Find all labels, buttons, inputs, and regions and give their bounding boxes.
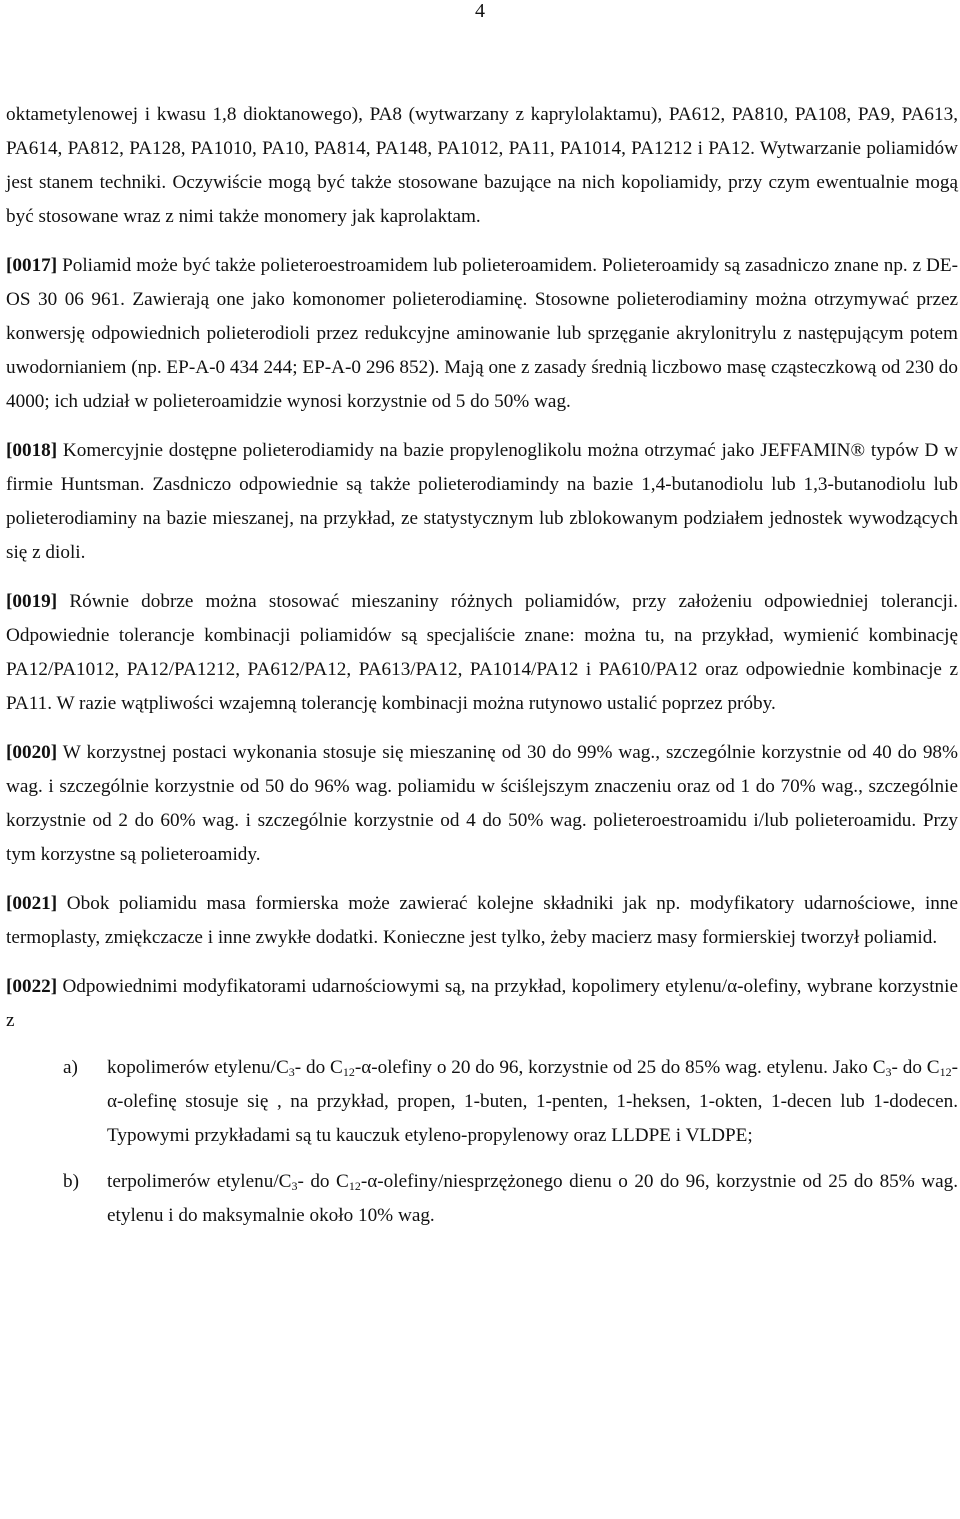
paragraph-number: [0018] (6, 440, 58, 461)
paragraph-text: Obok poliamidu masa formierska może zawierać kolejne składniki jak np. modyfikatory udarnościowe, inne termoplasty, zmiękczacze i inne zwykłe dodatki. Konieczne jest tylko, żeby macierz masy formierskiej tworzył poliamid. (6, 893, 958, 948)
paragraph (6, 736, 958, 872)
paragraph (6, 98, 958, 234)
paragraph-text: Komercyjnie dostępne polieterodiamidy na bazie propylenoglikolu można otrzymać jako JEFFAMIN® typów D w firmie Huntsman. Zasdniczo odpowiednie są także polieterodiamindy na bazie 1,4-butanodiolu lub 1,3-butanodiolu lub polieterodiaminy na bazie mieszanej, na przykład, ze statystycznym lub zblokowanym podziałem jednostek wywodzących się z dioli. (6, 440, 958, 563)
paragraph (6, 887, 958, 955)
list-item-label: a) (63, 1057, 78, 1078)
list-item-text: terpolimerów etylenu/$C_3-$ do $C_{12}-\alpha-olefiny$/niesprzężonego dienu o 20 do 96, korzystnie od 25 do 85% wag. etylenu i do maksymalnie około 10% wag. (107, 1171, 958, 1226)
paragraph-text: oktametylenowej i kwasu 1,8 dioktanowego), PA8 (wytwarzany z kaprylolaktamu), PA612, PA810, PA108, PA9, PA613, PA614, PA812, PA128, PA1010, PA10, PA814, PA148, PA1012, PA11, PA1014, PA1212 i PA12. Wytwarzanie poliamidów jest stanem techniki. Oczywiście mogą być także stosowane bazujące na nich kopoliamidy, przy czym ewentualnie mogą być stosowane wraz z nimi także monomery jak kaprolaktam. (6, 104, 958, 227)
paragraph-number: [0019] (6, 591, 58, 612)
paragraph (6, 585, 958, 721)
list-item (63, 1051, 958, 1153)
paragraph-text: Poliamid może być także polieteroestroamidem lub polieteroamidem. Polieteroamidy są zasadniczo znane np. z DE-OS 30 06 961. Zawierają one jako komonomer polieterodiaminę. Stosowne polieterodiaminy można otrzymywać przez konwersję odpowiednich polieterodioli przez redukcyjne aminowanie lub sprzęganie akrylonitrylu z następującym potem uwodornianiem (np. EP-A-0 434 244; EP-A-0 296 852). Mają one z zasady średnią liczbowo masę cząsteczkową od 230 do 4000; ich udział w polieteroamidzie wynosi korzystnie od 5 do 50% wag. (6, 255, 958, 412)
paragraph (6, 249, 958, 419)
paragraph-text: Odpowiednimi modyfikatorami udarnościowymi są, na przykład, kopolimery etylenu/α-olefiny, wybrane korzystnie z (6, 976, 958, 1031)
paragraph-number: [0021] (6, 893, 58, 914)
paragraph-text: W korzystnej postaci wykonania stosuje się mieszaninę od 30 do 99% wag., szczególnie korzystnie od 40 do 98% wag. i szczególnie korzystnie od 50 do 96% wag. poliamidu w ściślejszym znaczeniu oraz od 1 do 70% wag., szczególnie korzystnie od 2 do 60% wag. i szczególnie korzystnie od 4 do 50% wag. polieteroestroamidu i/lub polieteroamidu. Przy tym korzystne są polieteroamidy. (6, 742, 959, 865)
paragraph-number: [0017] (6, 255, 58, 276)
paragraph (6, 970, 958, 1038)
paragraph-number: [0020] (6, 742, 58, 763)
document-body (6, 98, 958, 1233)
list-item-text: kopolimerów etylenu/$C_3-$ do $C_{12}-\alpha$-olefiny o 20 do 96, korzystnie od 25 do 85% wag. etylenu. Jako $C_3-$ do $C_{12}-\alpha$-olefinę stosuje się , na przykład, propen, 1-buten, 1-penten, 1-heksen, 1-okten, 1-decen lub 1-dodecen. Typowymi przykładami są tu kauczuk etyleno-propylenowy oraz LLDPE i VLDPE; (107, 1057, 958, 1146)
modifier-list (6, 1051, 958, 1233)
list-item (63, 1165, 958, 1233)
list-item-label: b) (63, 1171, 79, 1192)
page-number: 4 (475, 0, 485, 22)
paragraph (6, 434, 958, 570)
paragraph-number: [0022] (6, 976, 58, 997)
paragraph-text: Równie dobrze można stosować mieszaniny różnych poliamidów, przy założeniu odpowiedniej tolerancji. Odpowiednie tolerancje kombinacji poliamidów są specjaliście znane: można tu, na przykład, wymienić kombinację PA12/PA1012, PA12/PA1212, PA612/PA12, PA613/PA12, PA1014/PA12 i PA610/PA12 oraz odpowiednie kombinacje z PA11. W razie wątpliwości wzajemną tolerancję kombinacji można rutynowo ustalić poprzez próby. (6, 591, 959, 714)
